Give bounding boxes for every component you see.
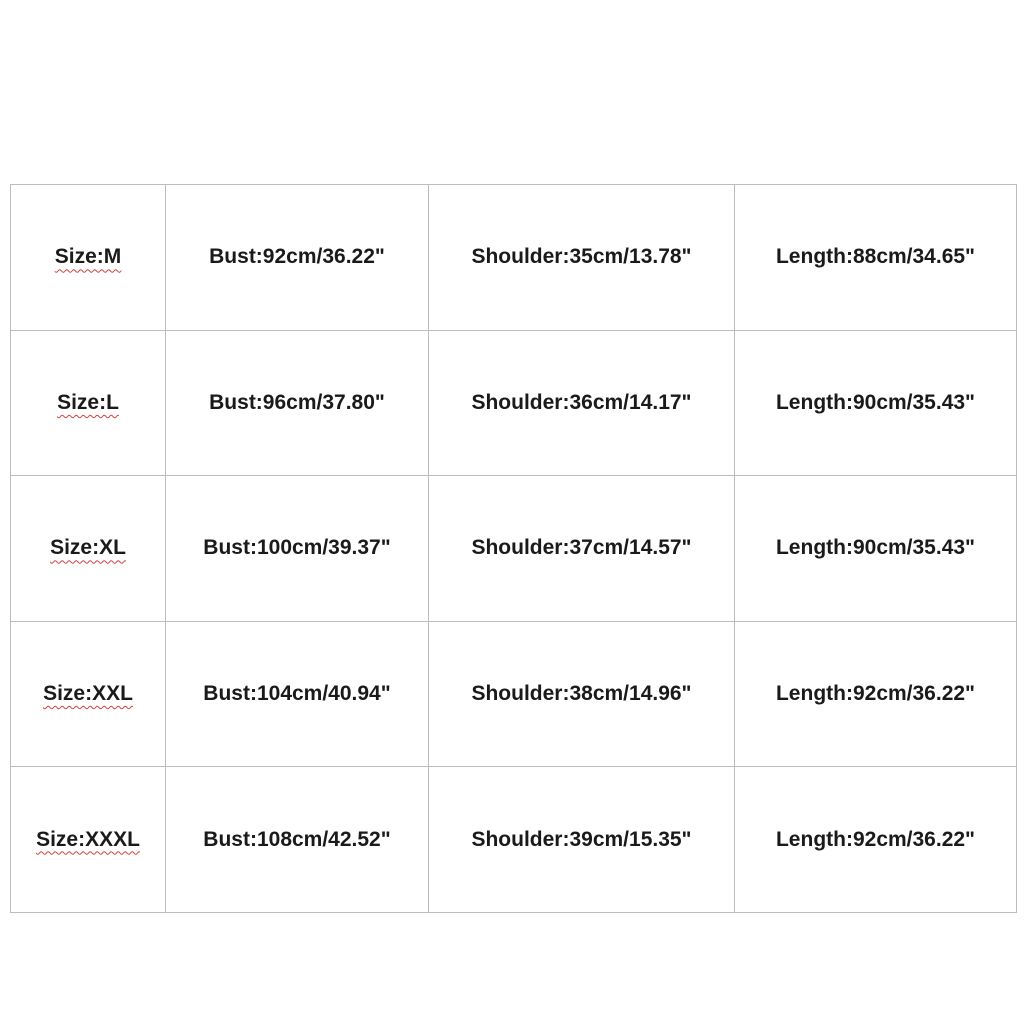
bust-cell: Bust:96cm/37.80" [166,330,429,476]
size-cell [11,621,166,767]
size-cell [11,330,166,476]
bust-cell: Bust:100cm/39.37" [166,476,429,622]
size-label: Size:M [54,245,122,269]
length-cell: Length:90cm/35.43" [735,330,1017,476]
size-cell [11,476,166,622]
size-label: Size:XXXL [36,827,140,851]
shoulder-cell: Shoulder:39cm/15.35" [429,767,735,913]
shoulder-cell: Shoulder:38cm/14.96" [429,621,735,767]
size-label: Size:XXL [43,682,133,706]
length-cell: Length:92cm/36.22" [735,621,1017,767]
table-row [11,185,1017,331]
table-row [11,476,1017,622]
length-cell: Length:90cm/35.43" [735,476,1017,622]
size-chart-table [10,184,1017,913]
size-cell [11,767,166,913]
shoulder-cell: Shoulder:36cm/14.17" [429,330,735,476]
shoulder-cell: Shoulder:37cm/14.57" [429,476,735,622]
table-row [11,767,1017,913]
shoulder-cell: Shoulder:35cm/13.78" [429,185,735,331]
table-row [11,621,1017,767]
length-cell: Length:88cm/34.65" [735,185,1017,331]
length-cell: Length:92cm/36.22" [735,767,1017,913]
bust-cell: Bust:104cm/40.94" [166,621,429,767]
table-row [11,330,1017,476]
bust-cell: Bust:108cm/42.52" [166,767,429,913]
size-cell [11,185,166,331]
bust-cell: Bust:92cm/36.22" [166,185,429,331]
size-label: Size:L [57,390,119,414]
size-label: Size:XL [50,536,126,560]
